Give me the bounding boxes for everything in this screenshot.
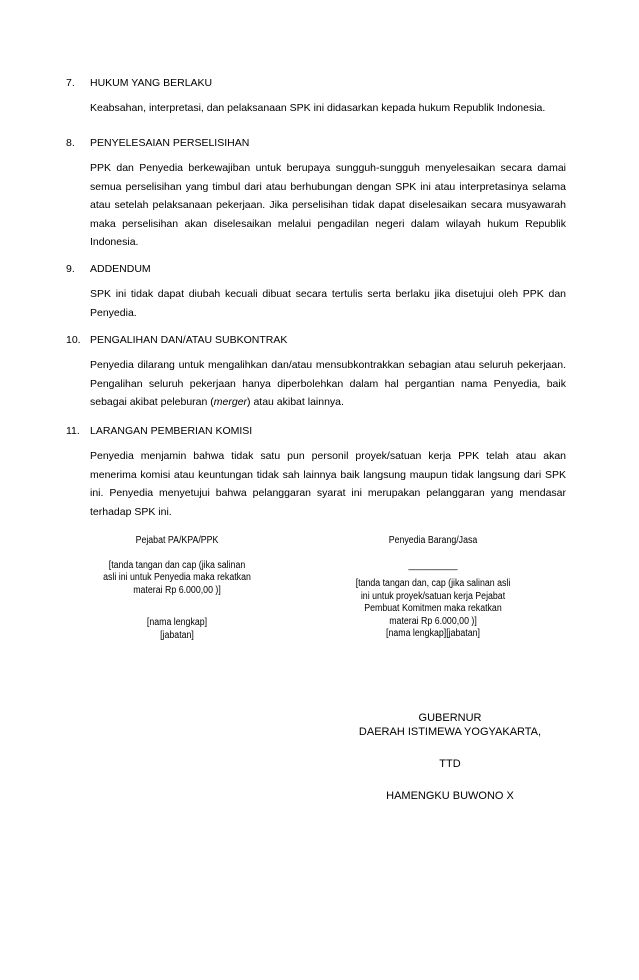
signer-title: Pejabat PA/KPA/PPK <box>135 535 219 546</box>
section-9 <box>66 262 566 322</box>
section-heading <box>66 262 566 276</box>
signer-name: [nama lengkap] <box>146 617 208 628</box>
section-title: PENYELESAIAN PERSELISIHAN <box>90 137 250 149</box>
closing-block <box>330 711 570 803</box>
closing-ttd: TTD <box>439 758 461 770</box>
section-body <box>90 99 566 118</box>
signature-line: __________ <box>408 559 458 571</box>
section-title: LARANGAN PEMBERIAN KOMISI <box>90 425 253 437</box>
section-7 <box>66 76 566 118</box>
section-body <box>90 356 566 412</box>
closing-region: DAERAH ISTIMEWA YOGYAKARTA, <box>358 726 542 738</box>
section-title: ADDENDUM <box>90 263 151 275</box>
section-11 <box>66 424 566 521</box>
section-body <box>90 285 566 322</box>
section-number: 11. <box>66 425 80 437</box>
section-text: ) atau akibat lainnya. <box>247 396 344 408</box>
stamp-note-line: [tanda tangan dan, cap (jika salinan asli <box>355 578 511 589</box>
stamp-note-line: Pembuat Komitmen maka rekatkan <box>364 603 502 614</box>
closing-title: GUBERNUR <box>418 712 482 724</box>
section-heading <box>66 424 566 438</box>
stamp-note-line: materai Rp 6.000,00 )] <box>133 584 221 596</box>
stamp-note-line: ini untuk proyek/satuan kerja Pejabat <box>360 590 506 602</box>
closing-name: HAMENGKU BUWONO X <box>386 790 514 802</box>
section-text: Penyedia menjamin bahwa tidak satu pun personil proyek/satuan kerja PPK telah atau akan menerima komisi atau keuntungan tidak sah lainnya baik langsung maupun tidak langsung dari SPK ini. Penyedia menyetujui bahwa pelanggaran syarat ini merupakan pelanggaran yang mendasar terhadap SPK ini. <box>90 450 566 518</box>
section-title: HUKUM YANG BERLAKU <box>90 77 213 89</box>
section-number: 8. <box>66 137 75 149</box>
section-text: SPK ini tidak dapat diubah kecuali dibuat secara tertulis serta berlaku jika disetujui oleh PPK dan Penyedia. <box>90 288 566 319</box>
section-text: PPK dan Penyedia berkewajiban untuk berupaya sungguh-sungguh menyelesaikan secara damai semua perselisihan yang timbul dari atau berhubungan dengan SPK ini atau interpretasinya selama atau setelah pelaksanaan pekerjaan. Jika perselisihan tidak dapat diselesaikan secara musyawarah maka perselisihan akan diselesaikan melalui pengadilan negeri dalam wilayah hukum Republik Indonesia. <box>90 162 566 248</box>
section-text-italic: merger <box>213 396 248 408</box>
section-body <box>90 159 566 252</box>
section-number: 9. <box>66 263 75 275</box>
signer-title: Penyedia Barang/Jasa <box>388 535 478 546</box>
stamp-note-line: [tanda tangan dan cap (jika salinan <box>108 559 246 571</box>
signer-position: [jabatan] <box>160 629 194 641</box>
section-8 <box>66 136 566 252</box>
section-heading <box>66 76 566 90</box>
signer-name-position: [nama lengkap][jabatan] <box>386 628 480 639</box>
stamp-note-line: materai Rp 6.000,00 )] <box>389 615 477 627</box>
section-heading <box>66 333 566 347</box>
section-body <box>90 447 566 521</box>
section-title: PENGALIHAN DAN/ATAU SUBKONTRAK <box>90 334 288 346</box>
section-text: Keabsahan, interpretasi, dan pelaksanaan SPK ini didasarkan kepada hukum Republik Indonesia. <box>90 102 546 114</box>
signature-block-left <box>85 535 270 642</box>
section-number: 7. <box>66 77 75 89</box>
stamp-note-line: asli ini untuk Penyedia maka rekatkan <box>103 572 251 583</box>
signature-block-right <box>332 535 534 641</box>
section-heading <box>66 136 566 150</box>
section-number: 10. <box>66 334 81 346</box>
section-text: Penyedia dilarang untuk mengalihkan dan/atau mensubkontrakkan sebagian atau seluruh pekerjaan. Pengalihan seluruh pekerjaan hanya diperbolehkan dalam hal pergantian nama Penyedia, baik sebagai akibat peleburan ( <box>90 359 566 408</box>
section-10 <box>66 333 566 412</box>
